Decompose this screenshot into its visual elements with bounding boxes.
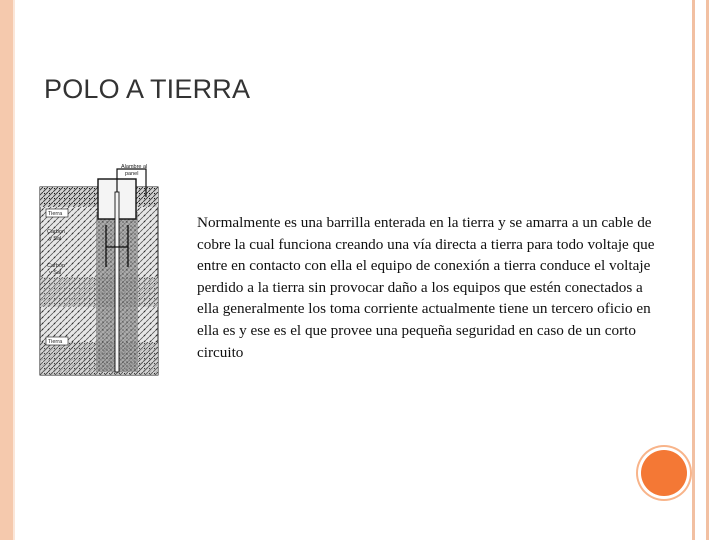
slide-body-text: Normalmente es una barrilla enterada en la tierra y se amarra a un cable de cobre la cual funciona creando una vía directa a tierra para todo voltaje que entre en contacto con ella el equipo de conexión a tierra conduce el voltaje perdido a la tierra sin provocar daño a los equipos que estén conectados a ella generalmente los toma corriente actualmente tiene un tercero oficio en ella es y ese es el que provee una pequeña seguridad en caso de un corto circuito	[197, 214, 655, 361]
left-frame-bar	[0, 0, 13, 540]
slide-title: POLO A TIERRA	[44, 74, 251, 104]
label-wire-to-panel-2: panel	[125, 171, 139, 177]
label-soil-2: Tierra	[48, 339, 63, 345]
right-frame-line-1	[692, 0, 695, 540]
label-carbon-salt-1b: y Sal	[49, 236, 62, 242]
label-carbon-salt-1: Carbon	[47, 229, 66, 235]
left-frame-line	[13, 0, 15, 540]
grounding-rod	[115, 192, 119, 372]
label-soil-1: Tierra	[48, 211, 63, 217]
label-carbon-salt-2b: y Sal	[49, 270, 62, 276]
label-wire-to-panel: Alambre al	[121, 164, 148, 170]
grounding-rod-diagram	[38, 157, 162, 377]
right-frame-line-2	[706, 0, 709, 540]
decorative-orange-circle	[641, 450, 687, 496]
label-carbon-salt-2: Carbon	[47, 263, 66, 269]
